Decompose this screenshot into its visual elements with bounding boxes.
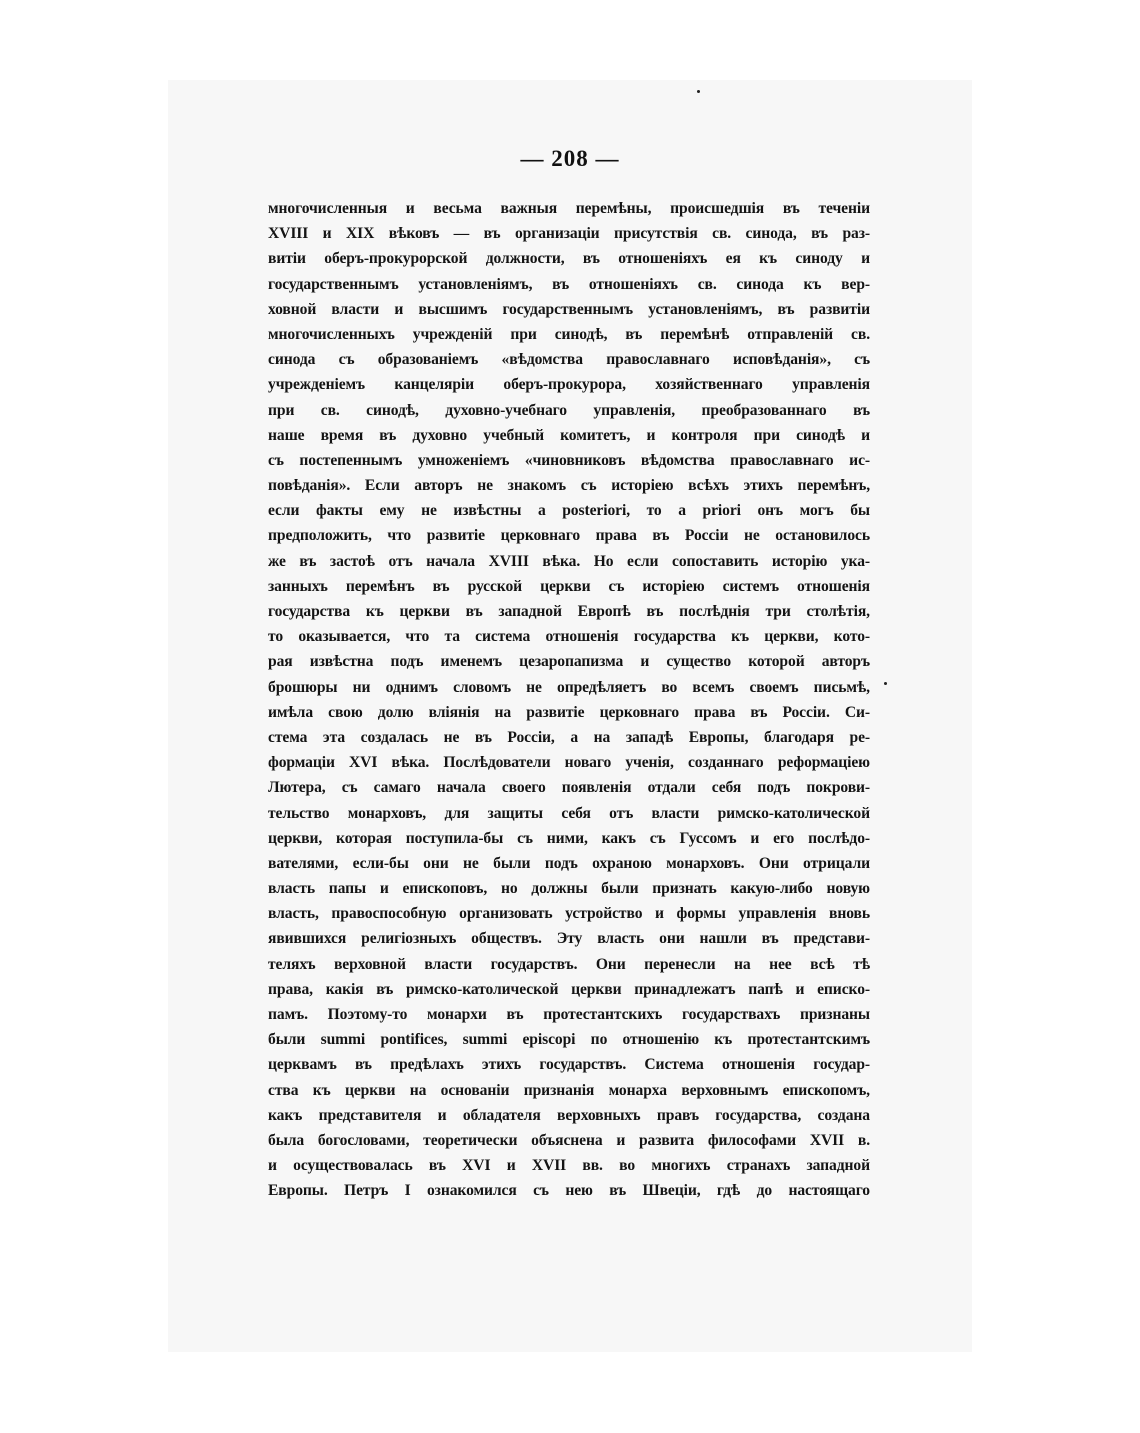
text-line: теляхъ верховной власти государствъ. Они перенесли на нее всѣ тѣ (268, 955, 870, 973)
text-line: имѣла свою долю вліянія на развитіе церковнаго права въ Россіи. Си- (268, 703, 870, 721)
text-line: то оказывается, что та система отношенія государства къ церкви, кото- (268, 628, 870, 646)
scan-speck (697, 90, 700, 93)
text-line: рая извѣстна подъ именемъ цезаропапизма и существо которой авторъ (268, 653, 870, 671)
text-line: ства къ церкви на основаніи признанія монарха верховнымъ епископомъ, (268, 1081, 870, 1099)
text-line: какъ представителя и обладателя верховныхъ правъ государства, создана (268, 1106, 870, 1124)
text-line: явившихся религіозныхъ обществъ. Эту власть они нашли въ представи- (268, 930, 870, 948)
text-line: предположить, что развитіе церковнаго права въ Россіи не остановилось (268, 527, 870, 545)
scan-speck (884, 682, 887, 685)
text-line: тельство монарховъ, для защиты себя отъ власти римско-католической (268, 804, 870, 822)
text-line: была богословами, теоретически объяснена и развита философами XVII в. (268, 1131, 870, 1149)
body-text (268, 196, 870, 1204)
text-line: наше время въ духовно учебный комитетъ, и контроля при синодѣ и (268, 426, 870, 444)
text-line: съ постепеннымъ умноженіемъ «чиновниковъ вѣдомства православнаго ис- (268, 451, 870, 469)
book-page (168, 80, 972, 1352)
text-line: Лютера, съ самаго начала своего появленія отдали себя подъ покрови- (268, 779, 870, 797)
text-line: витіи оберъ-прокурорской должности, въ отношеніяхъ ея къ синоду и (268, 250, 870, 268)
page-number: — 208 — (520, 146, 620, 171)
text-line: ховной власти и высшимъ государственнымъ установленіямъ, въ развитіи (268, 300, 870, 318)
text-line: власть папы и епископовъ, но должны были признать какую-либо новую (268, 880, 870, 898)
text-line: если факты ему не извѣстны a posteriori, то a priori онъ могъ бы (268, 502, 870, 520)
text-line: при св. синодѣ, духовно-учебнаго управленія, преобразованнаго въ (268, 401, 870, 419)
text-line: и осуществовалась въ XVI и XVII вв. во многихъ странахъ западной (268, 1157, 870, 1175)
text-line: вателями, если-бы они не были подъ охраною монарховъ. Они отрицали (268, 854, 870, 872)
text-line: стема эта создалась не въ Россіи, а на западѣ Европы, благодаря ре- (268, 728, 870, 746)
text-line: же въ застоѣ отъ начала XVIII вѣка. Но если сопоставить исторію ука- (268, 552, 870, 570)
text-line: повѣданія». Если авторъ не знакомъ съ исторіею всѣхъ этихъ перемѣнъ, (268, 477, 870, 495)
text-line: государственнымъ установленіямъ, въ отношеніяхъ св. синода къ вер- (268, 275, 870, 293)
text-line: церквамъ въ предѣлахъ этихъ государствъ. Система отношенія государ- (268, 1056, 870, 1074)
text-line: синода съ образованіемъ «вѣдомства православнаго исповѣданія», съ (268, 351, 870, 369)
text-line: власть, правоспособную организовать устройство и формы управленія вновь (268, 905, 870, 923)
text-line: многочисленныя и весьма важныя перемѣны, происшедшія въ теченіи (268, 200, 870, 217)
text-line: права, какія въ римско-католической церкви принадлежатъ папѣ и еписко- (268, 980, 870, 998)
text-line: были summi pontifices, summi episcopi по отношенію къ протестантскимъ (268, 1031, 870, 1049)
text-line: многочисленныхъ учрежденій при синодѣ, въ перемѣнѣ отправленій св. (268, 325, 870, 343)
text-line: церкви, которая поступила-бы съ ними, какъ съ Гуссомъ и его послѣдо- (268, 829, 870, 847)
text-line: государства къ церкви въ западной Европѣ въ послѣднія три столѣтія, (268, 603, 870, 620)
text-line: XVIII и XIX вѣковъ — въ организаціи присутствія св. синода, въ раз- (268, 225, 870, 243)
text-line: формаціи XVI вѣка. Послѣдователи новаго ученія, созданнаго реформаціею (268, 754, 870, 772)
text-line: брошюры ни однимъ словомъ не опредѣляетъ во всемъ своемъ письмѣ, (268, 678, 870, 696)
text-line: учрежденіемъ канцеляріи оберъ-прокурора, хозяйственнаго управленія (268, 376, 870, 394)
text-line: занныхъ перемѣнъ въ русской церкви съ исторіею системъ отношенія (268, 577, 870, 595)
text-line: памъ. Поэтому-то монархи въ протестантскихъ государствахъ признаны (268, 1006, 870, 1023)
text-line: Европы. Петръ I ознакомился съ нею въ Швеціи, гдѣ до настоящаго (268, 1182, 870, 1200)
